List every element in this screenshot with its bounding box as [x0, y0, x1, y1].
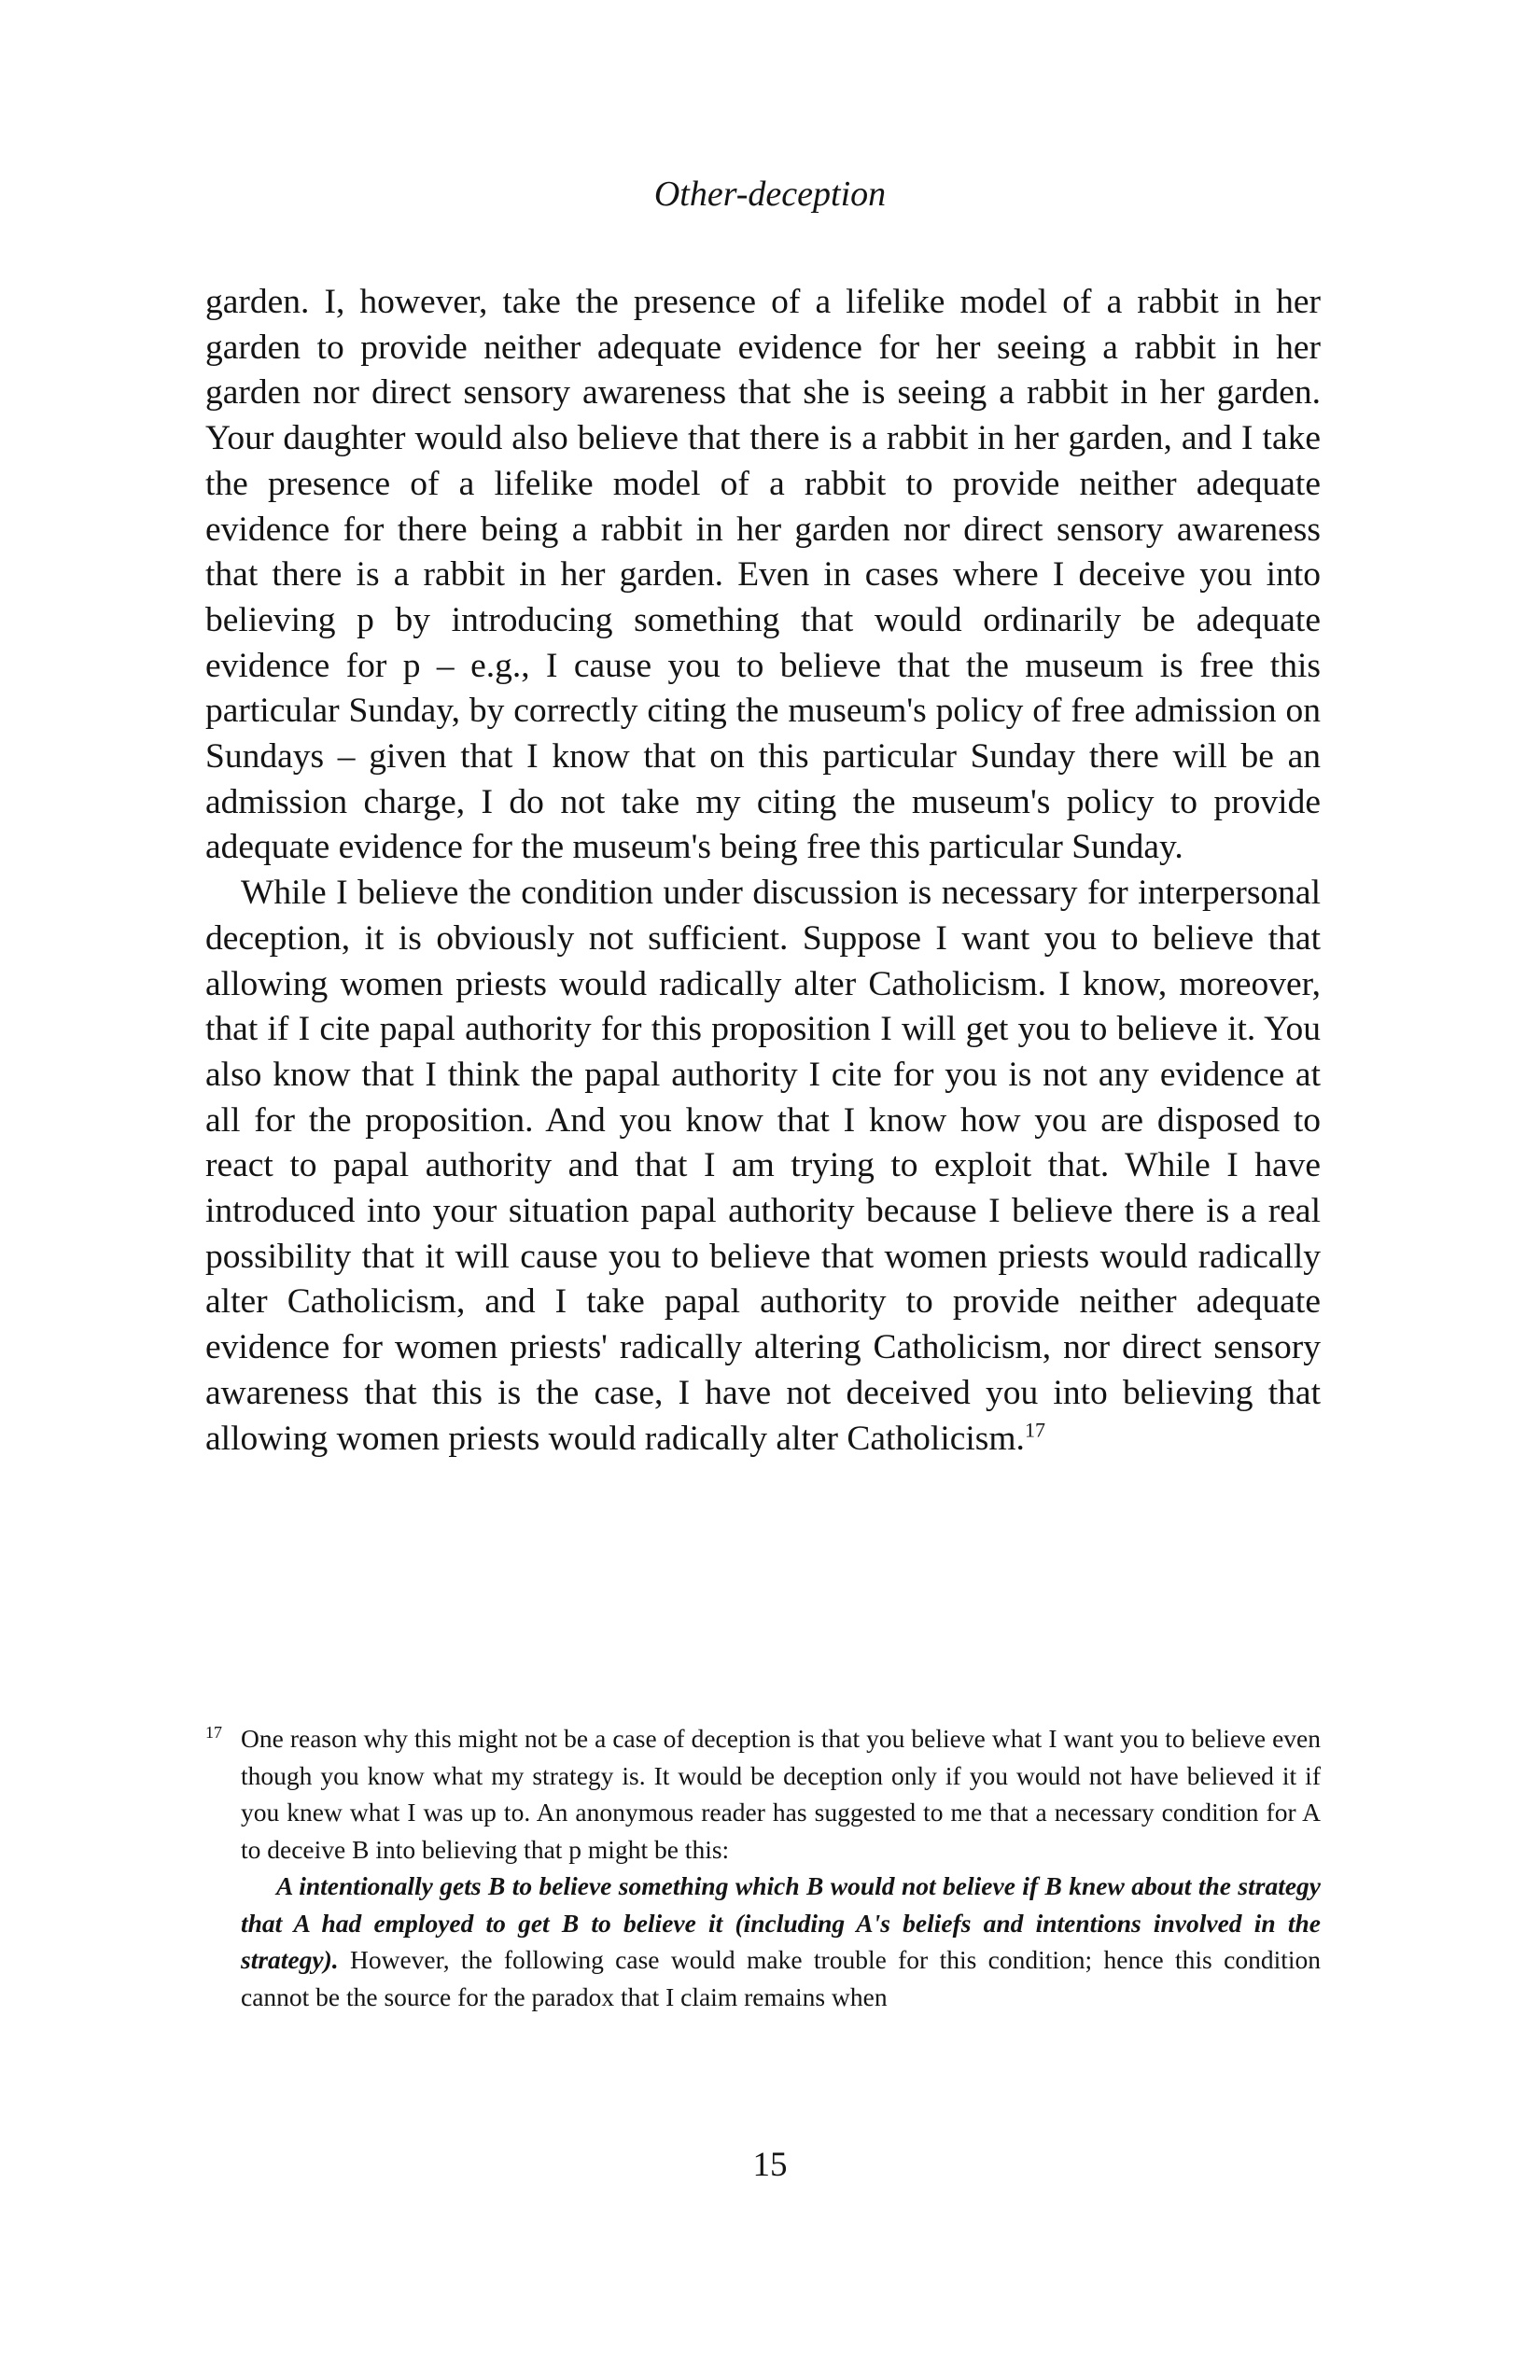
page-number: 15 — [752, 2146, 788, 2184]
footnote — [205, 1720, 1321, 2015]
footnote-quote-emphasis: A intentionally gets B to believe something which B would not believe if B knew about the strategy that A had employed to get B to believe it (including A's beliefs and intentions involved in the strategy). — [241, 1871, 1321, 1974]
footnote-paragraph: 17 One reason why this might not be a case of deception is that you believe what I want you to believe even though you know what my strategy is. It would be deception only if you would not have believed it if you knew what I was up to. An anonymous reader has suggested to me that a necessary condition for A to deceive B into believing that p might be this: — [205, 1722, 1321, 1864]
footnote-quote-tail: However, the following case would make trouble for this condition; hence this condition cannot be the source for the paradox that I claim remains when — [241, 1945, 1321, 2011]
footnote-quote — [205, 1868, 1321, 2015]
paragraph-text: While I believe the condition under discussion is necessary for interpersonal deception, it is obviously not sufficient. Suppose I want you to believe that allowing women priests would radically alter Catholicism. I know, moreover, that if I cite papal authority for this proposition I will get you to believe it. You also know that I think the papal authority I cite for you is not any evidence at all for the proposition. And you know that I know how you are disposed to react to papal authority and that I am trying to exploit that. While I have introduced into your situation papal authority because I believe there is a real possibility that it will cause you to believe that women priests would radically alter Catholicism, and I take papal authority to provide neither adequate evidence for women priests' radically altering Catholicism, nor direct sensory awareness that this is the case, I have not deceived you into believing that allowing women priests would radically alter Catholicism. — [205, 874, 1321, 1458]
paragraph — [205, 871, 1321, 1462]
footnote-text: One reason why this might not be a case of deception is that you believe what I want you to believe even though you know what my strategy is. It would be deception only if you would not have believed it if you knew what I was up to. An anonymous reader has suggested to me that a necessary condition for A to deceive B into believing that p might be this: — [241, 1724, 1321, 1864]
paragraph: garden. I, however, take the presence of a lifelike model of a rabbit in her garden to provide neither adequate evidence for her seeing a rabbit in her garden nor direct sensory awareness that she is seeing a rabbit in her garden. Your daughter would also believe that there is a rabbit in her garden, and I take the presence of a lifelike model of a rabbit to provide neither adequate evidence for there being a rabbit in her garden nor direct sensory awareness that there is a rabbit in her garden. Even in cases where I deceive you into believing p by introducing something that would ordinarily be adequate evidence for p – e.g., I cause you to believe that the museum is free this particular Sunday, by correctly citing the museum's policy of free admission on Sundays – given that I know that on this particular Sunday there will be an admission charge, I do not take my citing the museum's policy to provide adequate evidence for the museum's being free this particular Sunday. — [205, 283, 1321, 867]
footnote-reference: 17 — [1024, 1418, 1045, 1442]
main-text — [205, 280, 1321, 1462]
running-head: Other-deception — [653, 175, 887, 214]
